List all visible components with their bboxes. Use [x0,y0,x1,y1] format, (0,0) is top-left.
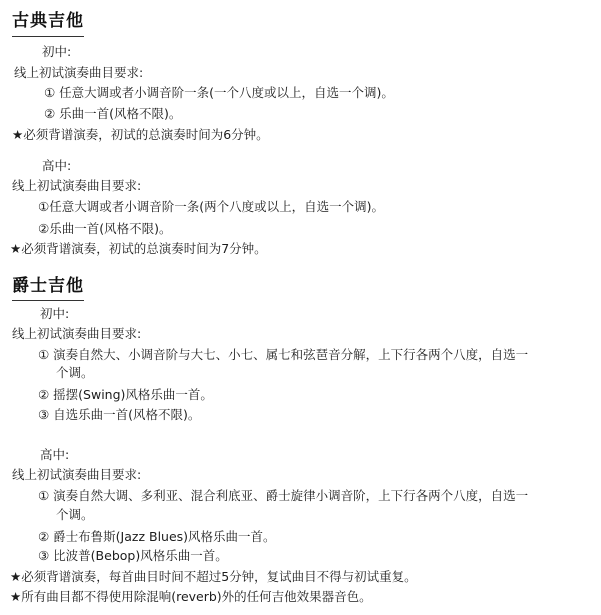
jazz-senior-note-1: ★必须背谱演奏，每首曲目时间不超过5分钟，复试曲目不得与初试重复。 [10,569,417,584]
jazz-senior-item-1-cont: 个调。 [56,507,94,522]
classical-senior-note: ★必须背谱演奏，初试的总演奏时间为7分钟。 [10,241,267,256]
jazz-elementary-item-1-cont: 个调。 [56,365,94,380]
classical-senior-req: 线上初试演奏曲目要求: [12,178,142,193]
jazz-senior-note-2: ★所有曲目都不得使用除混响(reverb)外的任何吉他效果器音色。 [10,589,372,604]
jazz-senior-item-2: ② 爵士布鲁斯(Jazz Blues)风格乐曲一首。 [38,529,276,544]
classical-senior-label: 高中: [42,158,72,173]
classical-elementary-req: 线上初试演奏曲目要求: [14,65,144,80]
classical-elementary-note: ★必须背谱演奏，初试的总演奏时间为6分钟。 [12,127,269,142]
jazz-elementary-item-2: ② 摇摆(Swing)风格乐曲一首。 [38,387,213,402]
section-title-jazz: 爵士吉他 [12,276,84,296]
classical-elementary-label: 初中: [42,44,72,59]
jazz-elementary-item-1: ① 演奏自然大、小调音阶与大七、小七、属七和弦琶音分解，上下行各两个八度，自选一 [38,347,529,362]
jazz-senior-item-1: ① 演奏自然大调、多利亚、混合利底亚、爵士旋律小调音阶，上下行各两个八度，自选一 [38,488,529,503]
classical-elementary-item-1: ① 任意大调或者小调音阶一条(一个八度或以上，自选一个调)。 [44,85,394,100]
section-title-classical: 古典吉他 [12,11,84,31]
jazz-elementary-label: 初中: [40,306,70,321]
classical-senior-item-1: ①任意大调或者小调音阶一条(两个八度或以上，自选一个调)。 [38,199,384,214]
jazz-senior-item-3: ③ 比波普(Bebop)风格乐曲一首。 [38,548,228,563]
classical-senior-item-2: ②乐曲一首(风格不限)。 [38,221,172,236]
jazz-senior-label: 高中: [40,447,70,462]
classical-elementary-item-2: ② 乐曲一首(风格不限)。 [44,106,182,121]
section-underline-jazz [12,300,84,301]
section-underline-classical [12,36,84,37]
jazz-elementary-req: 线上初试演奏曲目要求: [12,326,142,341]
jazz-senior-req: 线上初试演奏曲目要求: [12,467,142,482]
jazz-elementary-item-3: ③ 自选乐曲一首(风格不限)。 [38,407,201,422]
